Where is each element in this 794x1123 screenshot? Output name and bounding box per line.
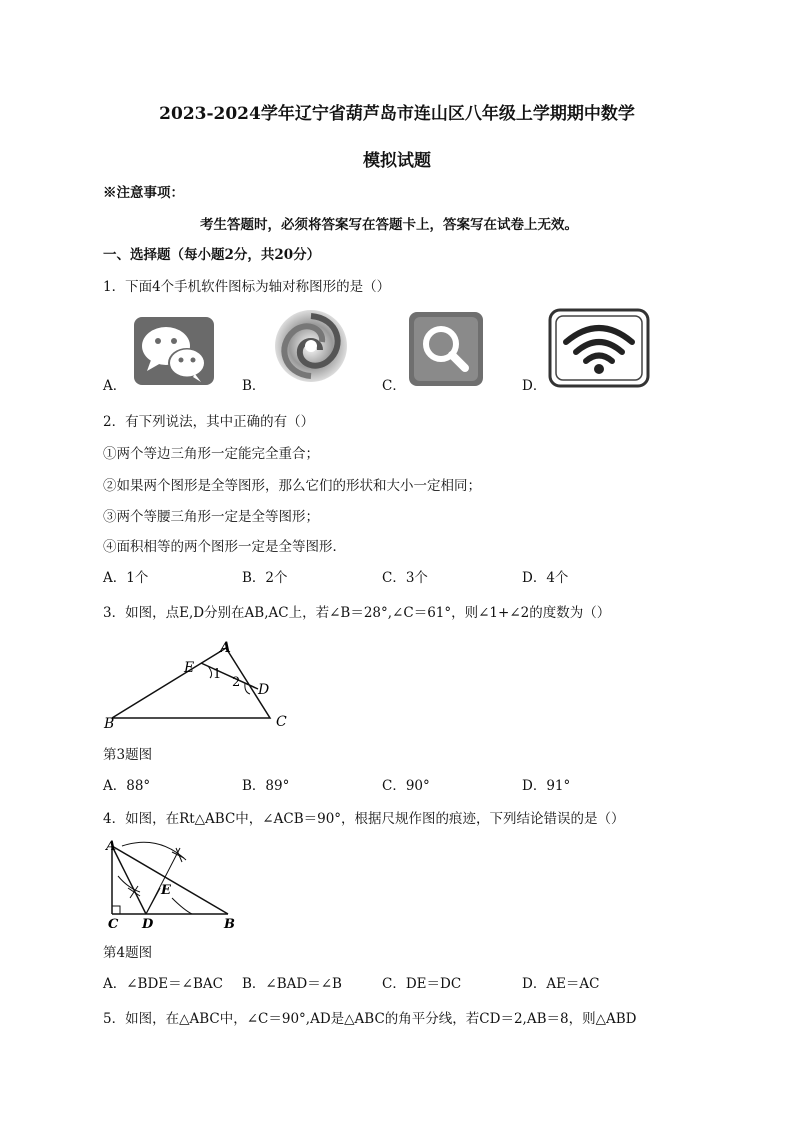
label-d: D (258, 682, 270, 698)
swirl-logo-icon (268, 306, 354, 386)
label-e: E (161, 883, 171, 898)
question-1-stem: 1．下面4个手机软件图标为轴对称图形的是（） (103, 279, 391, 295)
q2-statement-4: ④面积相等的两个图形一定是全等图形． (103, 539, 346, 555)
figure-3-caption: 第3题图 (103, 747, 153, 763)
label-d: D (142, 917, 154, 932)
page-title: 2023-2024学年辽宁省葫芦岛市连山区八年级上学期期中数学 (159, 104, 635, 124)
label-b: B (104, 716, 115, 732)
q4-option-c: C．DE＝DC (382, 976, 462, 992)
label-c: C (108, 917, 119, 932)
q1-option-b: B． (242, 378, 266, 394)
question-2-stem: 2．有下列说法，其中正确的有（） (103, 414, 315, 430)
q4-option-a: A．∠BDE＝∠BAC (103, 976, 223, 992)
label-e: E (184, 660, 195, 676)
question-5-stem: 5．如图，在△ABC中，∠C＝90°,AD是△ABC的角平分线，若CD＝2,AB＝8，则△ABD (103, 1011, 637, 1027)
q3-option-c: C．90° (382, 778, 430, 794)
q2-statement-2: ②如果两个图形是全等图形，那么它们的形状和大小一定相同； (103, 478, 481, 494)
q2-statement-3: ③两个等腰三角形一定是全等图形； (103, 509, 319, 525)
question-3-stem: 3．如图，点E,D分别在AB,AC上，若∠B＝28°,∠C＝61°，则∠1+∠2的度数为（） (103, 605, 611, 621)
notice-heading: ※注意事项： (103, 185, 184, 201)
triangle-figure-q3 (100, 636, 300, 732)
angle-1-label: 1 (213, 667, 222, 682)
q2-option-c: C．3个 (382, 570, 428, 586)
q2-option-d: D．4个 (522, 570, 569, 586)
q4-option-b: B．∠BAD＝∠B (242, 976, 342, 992)
q3-option-b: B．89° (242, 778, 290, 794)
q2-statement-1: ①两个等边三角形一定能完全重合； (103, 446, 319, 462)
chat-bubbles-icon (133, 316, 215, 386)
q2-option-a: A．1个 (103, 570, 149, 586)
q2-option-b: B．2个 (242, 570, 288, 586)
label-c: C (276, 714, 287, 730)
notice-text: 考生答题时，必须将答案写在答题卡上，答案写在试卷上无效。 (200, 217, 578, 233)
q3-option-d: D．91° (522, 778, 571, 794)
figure-4-caption: 第4题图 (103, 945, 153, 961)
q4-option-d: D．AE＝AC (522, 976, 600, 992)
q1-option-a: A． (103, 378, 127, 394)
section-heading: 一、选择题（每小题2分，共20分） (103, 247, 321, 263)
angle-2-label: 2 (232, 675, 241, 690)
label-a: A (220, 640, 231, 656)
magnifier-icon (408, 311, 484, 387)
page-subtitle: 模拟试题 (363, 151, 431, 171)
q1-option-d: D． (522, 378, 547, 394)
construction-figure-q4 (100, 836, 250, 932)
q3-option-a: A．88° (103, 778, 151, 794)
label-a: A (106, 839, 117, 854)
q1-option-c: C． (382, 378, 406, 394)
question-4-stem: 4．如图，在Rt△ABC中，∠ACB＝90°，根据尺规作图的痕迹，下列结论错误的是（） (103, 811, 625, 827)
wifi-icon (548, 308, 650, 388)
label-b: B (224, 917, 235, 932)
